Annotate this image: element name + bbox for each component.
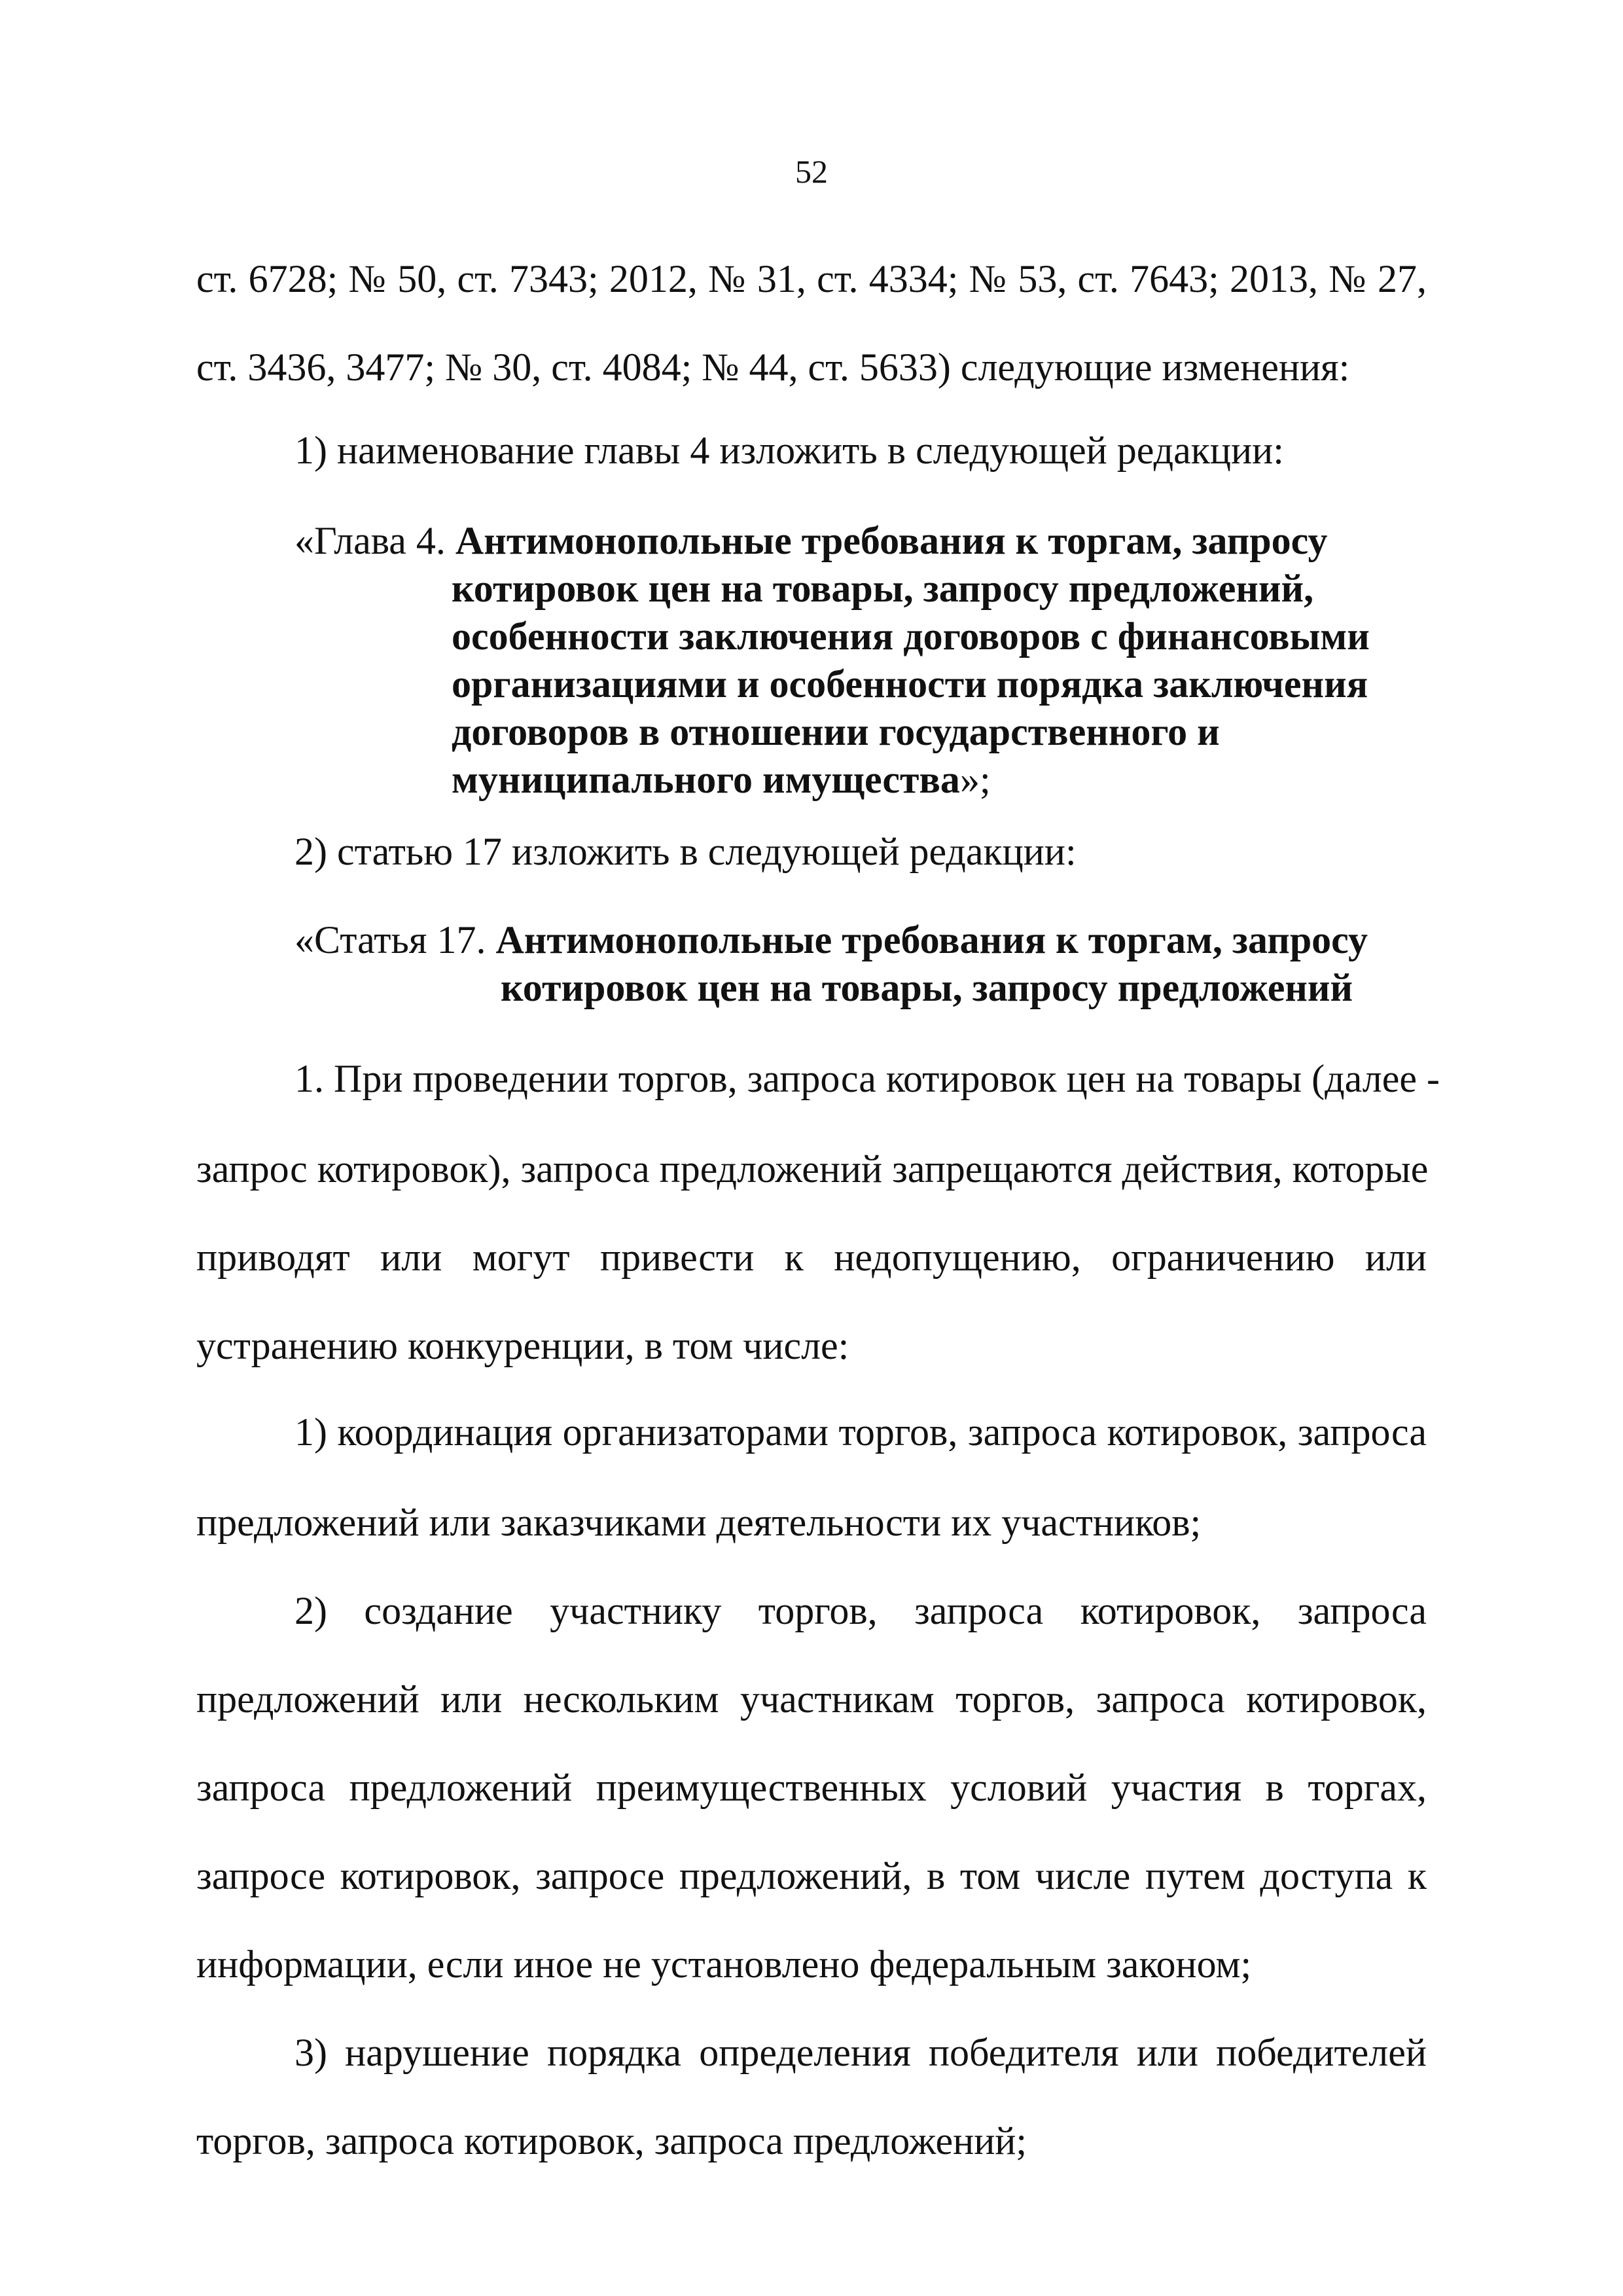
chapter-heading-title: муниципального имущества xyxy=(452,758,960,801)
text-line: устранению конкуренции, в том числе: xyxy=(196,1324,849,1367)
chapter-heading-suffix: »; xyxy=(959,758,991,801)
text-line: предложений или заказчиками деятельности их участников; xyxy=(196,1501,1202,1544)
text-line: 1) наименование главы 4 изложить в следующей редакции: xyxy=(294,429,1284,472)
article-heading-prefix: «Статья 17. xyxy=(294,918,496,961)
text-line: 1. При проведении торгов, запроса котировок цен на товары (далее - xyxy=(294,1057,1440,1100)
article-heading-title: котировок цен на товары, запросу предложений xyxy=(501,966,1353,1009)
text-line: приводят или могут привести к недопущению, ограничению или xyxy=(196,1236,1427,1279)
text-line: запрос котировок), запроса предложений запрещаются действия, которые xyxy=(196,1147,1429,1191)
text-line: 1) координация организаторами торгов, запроса котировок, запроса xyxy=(294,1410,1427,1454)
article-heading-title: Антимонопольные требования к торгам, запросу xyxy=(495,918,1368,961)
chapter-heading-last-line xyxy=(452,756,991,804)
chapter-heading-title: Антимонопольные требования к торгам, запросу xyxy=(455,519,1328,562)
text-line: запроса предложений преимущественных условий участия в торгах, xyxy=(196,1766,1427,1809)
text-line: 3) нарушение порядка определения победителя или победителей xyxy=(294,2031,1427,2074)
chapter-heading-title: особенности заключения договоров с финансовыми xyxy=(452,615,1370,658)
text-line: торгов, запроса котировок, запроса предложений; xyxy=(196,2119,1027,2162)
text-line: запросе котировок, запросе предложений, в том числе путем доступа к xyxy=(196,1854,1427,1897)
chapter-heading xyxy=(294,517,1328,565)
text-line: 2) статью 17 изложить в следующей редакции: xyxy=(294,830,1077,873)
page-number: 52 xyxy=(795,153,828,190)
chapter-heading-title: котировок цен на товары, запросу предложений, xyxy=(452,567,1314,610)
chapter-heading-title: организациями и особенности порядка заключения xyxy=(452,662,1368,706)
chapter-heading-title: договоров в отношении государственного и xyxy=(452,710,1220,753)
article-heading xyxy=(294,916,1368,964)
text-line: ст. 6728; № 50, ст. 7343; 2012, № 31, ст. 4334; № 53, ст. 7643; 2013, № 27, xyxy=(196,257,1427,300)
chapter-heading-prefix: «Глава 4. xyxy=(294,519,455,562)
text-line: ст. 3436, 3477; № 30, ст. 4084; № 44, ст. 5633) следующие изменения: xyxy=(196,346,1350,389)
text-line: информации, если иное не установлено федеральным законом; xyxy=(196,1943,1252,1986)
text-line: 2) создание участнику торгов, запроса котировок, запроса xyxy=(294,1589,1427,1632)
text-line: предложений или нескольким участникам торгов, запроса котировок, xyxy=(196,1677,1427,1721)
